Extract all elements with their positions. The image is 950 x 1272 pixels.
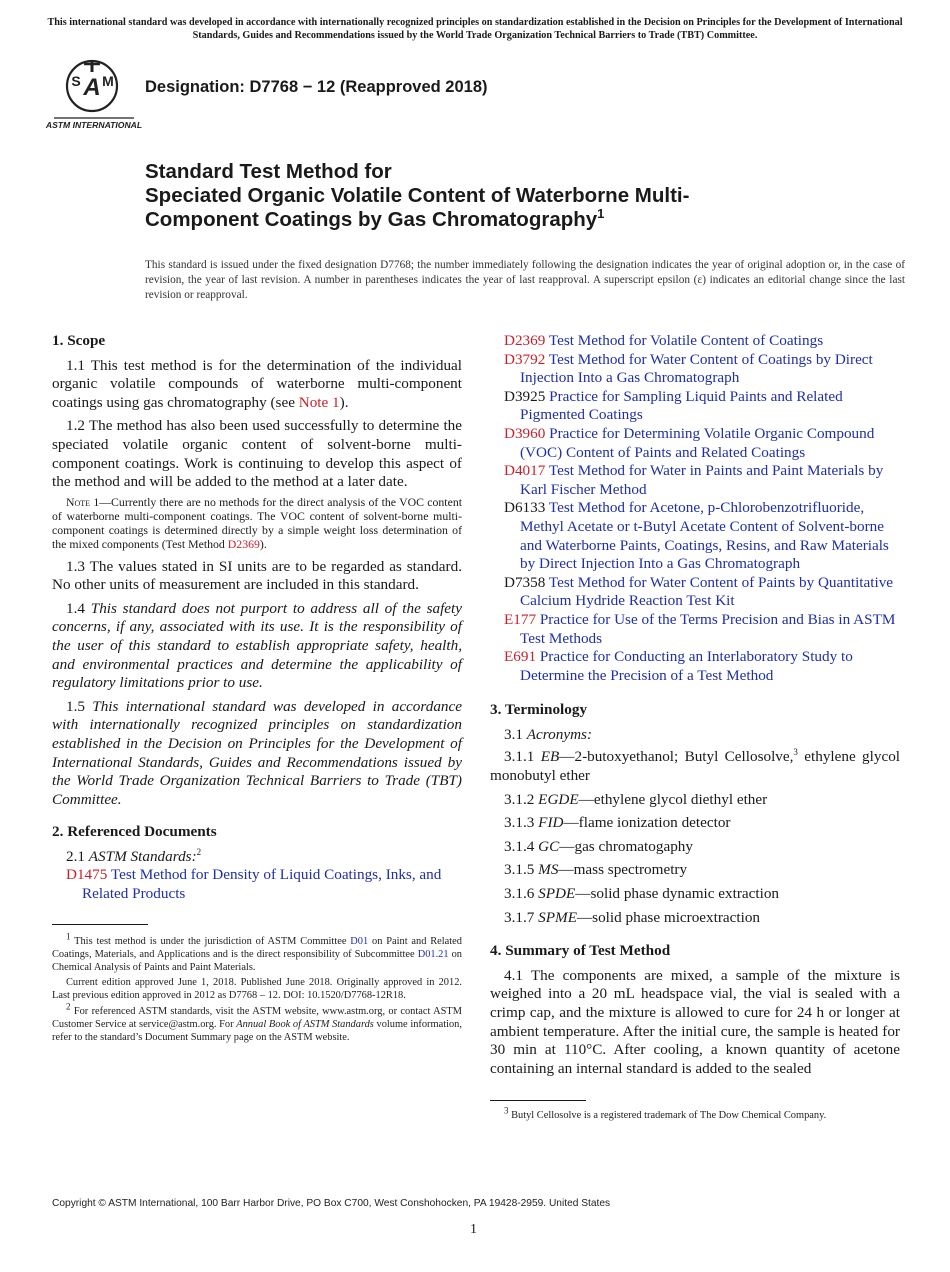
ref-item[interactable] (490, 425, 900, 462)
summary-heading: 4. Summary of Test Method (490, 942, 671, 960)
ref-title-link[interactable]: Test Method for Water Content of Paints by Quantitative Calcium Hydride Reaction Test Kit (520, 573, 894, 610)
ref-code[interactable]: D4017 (504, 462, 546, 480)
ref-code[interactable]: D3792 (504, 350, 546, 368)
logo-wordmark: ASTM INTERNATIONAL (45, 120, 143, 130)
para-1-2: 1.2 The method has also been used successfully to determine the speciated volatile organic content of solvent-borne multi-component coatings. Work is continuing to develop this aspect of the method and will be added to the method at a later date. (52, 417, 462, 491)
astm-logo (45, 56, 143, 132)
ref-code[interactable]: D3925 (504, 387, 546, 405)
committee-d01-link[interactable]: D01 (350, 935, 369, 947)
svg-text:A: A (83, 74, 101, 101)
acronym-sup: 3 (793, 747, 798, 758)
ref-code[interactable]: D2369 (504, 332, 546, 349)
ref-item[interactable] (490, 574, 900, 611)
acronym-num: 3.1.3 (504, 814, 539, 832)
ref-item[interactable] (490, 462, 900, 499)
acronym-def2: ethylene glycol monobutyl ether (490, 748, 901, 785)
svg-text:S: S (71, 73, 81, 89)
acronym-def: —flame ionization detector (563, 814, 731, 832)
acronyms-subheading: 3.1 Acronyms: (504, 725, 593, 743)
acronym-term: SPDE (538, 885, 576, 903)
ref-title-link[interactable]: Test Method for Acetone, p-Chlorobenzotrifluoride, Methyl Acetate or t-Butyl Acetate Content of Solvent-borne and Waterborne Paints, Coatings, Resins, and Raw Materials by Direct Injection Into a Gas Chromatograph (520, 499, 889, 573)
left-column (52, 332, 462, 1044)
acronym-item (490, 838, 900, 857)
acronym-list (490, 748, 900, 927)
scope-heading: 1. Scope (52, 332, 106, 349)
acronym-item (490, 814, 900, 833)
title-line-3: Component Coatings by Gas Chromatography$^1$ (145, 206, 605, 231)
ref-code[interactable]: D3960 (504, 424, 546, 442)
acronym-num: 3.1.2 (504, 790, 539, 808)
acronym-item (490, 885, 900, 904)
ref-title-link[interactable]: Test Method for Volatile Content of Coatings (548, 332, 824, 349)
title-line-1: Standard Test Method for (145, 160, 392, 183)
title-footnote-ref[interactable]: 1 (597, 206, 605, 222)
acronym-term: MS (538, 861, 559, 879)
acronym-def: —solid phase dynamic extraction (575, 885, 780, 903)
ref-title-link[interactable]: Practice for Use of the Terms Precision and Bias in ASTM Test Methods (520, 610, 896, 647)
ref-code[interactable]: D7358 (504, 573, 546, 591)
footnote-3: $^3$ Butyl Cellosolve is a registered trademark of The Dow Chemical Company. (504, 1105, 827, 1122)
acronym-term: GC (538, 837, 560, 855)
footnote-rule-right (490, 1100, 586, 1101)
ref-code[interactable]: E177 (504, 610, 537, 628)
ref-title-link[interactable]: Test Method for Water Content of Coatings by Direct Injection Into a Gas Chromatograph (520, 350, 873, 387)
para-1-4: 1.4 This standard does not purport to address all of the safety concerns, if any, associated with its use. It is the responsibility of the user of this standard to establish appropriate safety, health, and environmental practices and determine the applicability of regulatory limitations prior to use. (52, 599, 462, 692)
acronym-def: —solid phase microextraction (576, 908, 761, 926)
astm-logo-icon (45, 56, 143, 132)
ref-item[interactable] (490, 611, 900, 648)
document-title (145, 160, 885, 232)
acronym-term: EGDE (538, 790, 579, 808)
refdocs-heading: 2. Referenced Documents (52, 823, 217, 841)
ref-title-link[interactable]: Practice for Determining Volatile Organic Compound (VOC) Content of Paints and Related Coatings (520, 424, 875, 461)
acronym-term: SPME (538, 908, 577, 926)
copyright-footer: Copyright © ASTM International, 100 Barr Harbor Drive, PO Box C700, West Conshohocken, PA 19428-2959. United States (52, 1198, 611, 1209)
terminology-heading: 3. Terminology (490, 701, 588, 719)
svg-text:M: M (102, 73, 114, 89)
d2369-link[interactable]: D2369 (227, 537, 260, 552)
ref-item[interactable] (490, 648, 900, 685)
acronym-def: —mass spectrometry (558, 861, 688, 879)
para-1-5: 1.5 This international standard was developed in accordance with internationally recognized principles on standardization established in the Decision on Principles for the Development of International Standards, Guides and Recommendations issued by the World Trade Organization Technical Barriers to Trade (TBT) Committee. (52, 697, 463, 808)
subcommittee-d0121-link[interactable]: D01.21 (417, 948, 449, 960)
issuance-statement: This standard is issued under the fixed designation D7768; the number immediately following the designation indicates the year of original adoption or, in the case of revision, the year of last revision. A number in parentheses indicates the year of last reapproval. A superscript epsilon (ε) indicates an editorial change since the last revision or reapproval. (145, 259, 905, 302)
acronym-def: —2-butoxyethanol; Butyl Cellosolve, (559, 748, 794, 766)
ref-title-link[interactable]: Practice for Sampling Liquid Paints and Related Pigmented Coatings (520, 387, 843, 424)
ref-title-link[interactable]: Practice for Conducting an Interlaboratory Study to Determine the Precision of a Test Method (520, 648, 853, 684)
acronym-def: —ethylene glycol diethyl ether (578, 790, 768, 808)
acronym-num: 3.1.7 (504, 908, 539, 926)
para-1-3: 1.3 The values stated in SI units are to be regarded as standard. No other units of measurement are included in this standard. (52, 557, 462, 594)
astm-standards-subheading: 2.1 ASTM Standards:$^2$ (66, 846, 202, 865)
ref-code[interactable]: D6133 (504, 499, 546, 517)
page-number: 1 (470, 1222, 477, 1237)
designation: Designation: D7768 − 12 (Reapproved 2018) (145, 78, 488, 96)
right-column (490, 332, 900, 1123)
footnote-2: $^2$ For referenced ASTM standards, visit the ASTM website, www.astm.org, or contact ASTM Customer Service at service@astm.org. For Annual Book of ASTM Standards volume information, refer to the standard’s Document Summary page on the ASTM website. (52, 1001, 462, 1044)
ref-code[interactable]: E691 (504, 648, 537, 666)
acronym-def: —gas chromatogaphy (559, 837, 693, 855)
acronym-term: FID (538, 814, 564, 832)
acronym-item (490, 791, 900, 810)
footnote-rule (52, 924, 148, 925)
footnote-1: $^1$ This test method is under the jurisdiction of ASTM Committee D01 on Paint and Related Coatings, Materials, and Applications and is the direct responsibility of Subcommittee D01.21 on Chemical Analysis of Paints and Paint Materials. (52, 931, 462, 974)
acronym-item (490, 861, 900, 880)
ref-item[interactable] (490, 388, 900, 425)
acronym-num: 3.1.1 (504, 748, 541, 766)
top-notice: This international standard was developed in accordance with internationally recognized principles on standardization established in the Decision on Principles for the Development of International Standards, Guides and Recommendations issued by the World Trade Organization Technical Barriers to Trade (TBT) Committee. (47, 17, 903, 41)
ref-item[interactable]: D1475 Test Method for Density of Liquid Coatings, Inks, and Related Products (66, 866, 442, 903)
reference-list (490, 332, 900, 685)
ref-item[interactable] (490, 351, 900, 388)
acronym-num: 3.1.4 (504, 837, 539, 855)
ref-title-link[interactable]: Test Method for Water in Paints and Paint Materials by Karl Fischer Method (520, 462, 884, 498)
acronym-term: EB (540, 748, 560, 766)
ref-item[interactable] (490, 499, 900, 573)
acronym-num: 3.1.6 (504, 885, 539, 903)
para-4-1: 4.1 The components are mixed, a sample of the mixture is weighed into a 20 mL headspace vial, the vial is sealed with a crimp cap, and the mixture is allowed to cure for 24 h or longer at ambient temperature. After the initial cure, the sample is heated for 30 min at 110°C. After cooling, a known quantity of acetone containing an internal standard is added to the sealed (490, 966, 900, 1077)
ref-item[interactable] (490, 332, 900, 351)
title-line-2: Speciated Organic Volatile Content of Waterborne Multi- (145, 184, 690, 207)
acronym-item (490, 748, 900, 785)
acronym-num: 3.1.5 (504, 861, 539, 879)
acronym-item (490, 909, 900, 928)
note-1-link[interactable]: Note 1 (298, 393, 340, 411)
footnote-1-edition: Current edition approved June 1, 2018. Published June 2018. Originally approved in 2012. Last previous edition approved in 2012 as D7768 – 12. DOI: 10.1520/D7768-12R18. (52, 977, 462, 1002)
note-1: Note 1—Currently there are no methods for the direct analysis of the VOC content of waterborne multi-component coatings. The VOC content of solvent-borne multi-component coatings is determined directly by a simple weight loss determination of the mixed components (Test Method D2369). (52, 494, 462, 552)
para-1-1: 1.1 This test method is for the determination of the individual organic volatile compounds of waterborne multi-component coatings using gas chromatography (see Note 1). (52, 356, 462, 411)
